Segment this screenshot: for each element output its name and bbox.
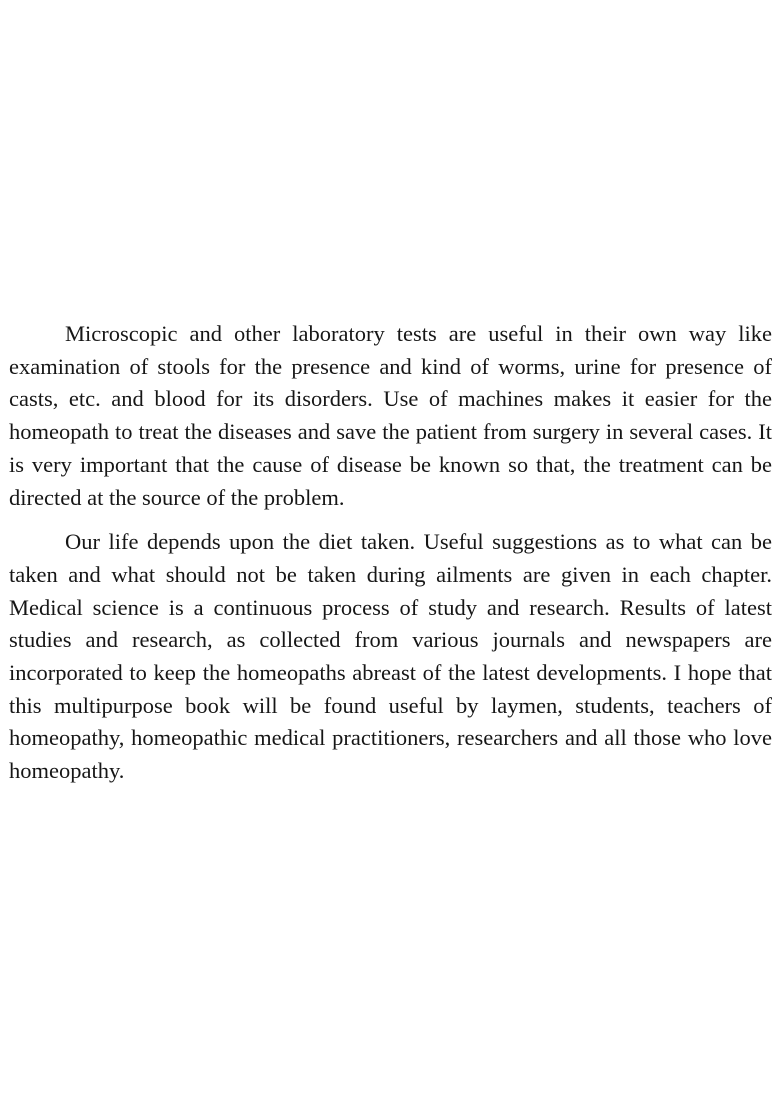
body-text: [9, 318, 772, 788]
paragraph-laboratory-tests: Microscopic and other laboratory tests are useful in their own way like examination of stools for the presence and kind of worms, urine for presence of casts, etc. and blood for its disorders. Use of machines makes it easier for the homeopath to treat the diseases and save the patient from surgery in several cases. It is very important that the cause of disease be known so that, the treatment can be directed at the source of the problem.: [9, 321, 772, 510]
paragraph-diet-and-research: Our life depends upon the diet taken. Useful suggestions as to what can be taken and what should not be taken during ailments are given in each chapter. Medical science is a continuous process of study and research. Results of latest studies and research, as collected from various journals and newspapers are incorporated to keep the homeopaths abreast of the latest developments. I hope that this multipurpose book will be found useful by laymen, students, teachers of homeopathy, homeopathic medical practitioners, researchers and all those who love homeopathy.: [9, 529, 772, 784]
